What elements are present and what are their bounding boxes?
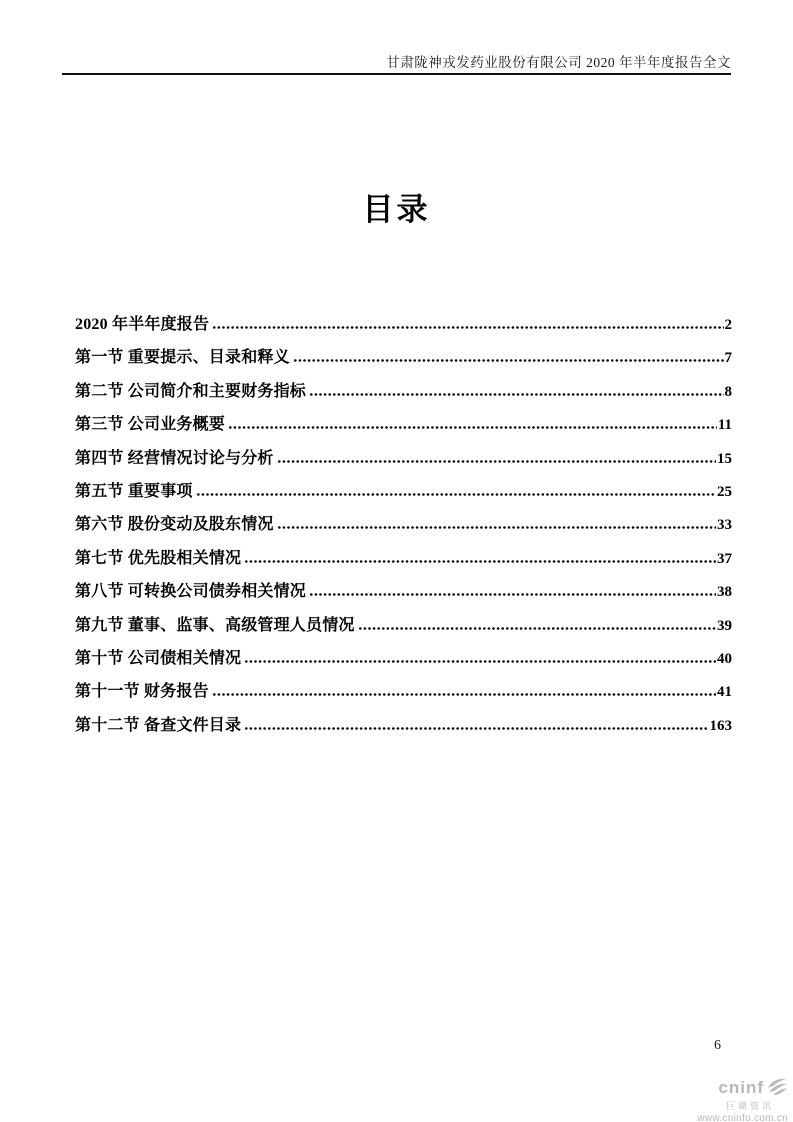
footer-page-number: 6 <box>714 1038 721 1053</box>
toc-leader-dots <box>293 359 724 362</box>
toc-leader-dots <box>212 693 716 696</box>
header-divider <box>62 73 731 75</box>
cninfo-brand-chinese: 巨潮资讯 <box>725 1100 774 1111</box>
toc-leader-dots <box>228 426 717 429</box>
toc-leader-dots <box>196 493 716 496</box>
toc-entry-label: 第八节 可转换公司债券相关情况 <box>75 583 307 601</box>
toc-entry[interactable] <box>75 545 732 578</box>
toc-entry-page: 15 <box>717 450 732 467</box>
toc-entry-page: 41 <box>717 684 732 701</box>
toc-entry[interactable] <box>75 712 732 745</box>
toc-entry-label: 第六节 股份变动及股东情况 <box>75 516 274 534</box>
cninfo-brand-text: cninf <box>718 1077 764 1097</box>
toc-entry-label: 第十一节 财务报告 <box>75 683 209 701</box>
toc-list <box>75 311 732 745</box>
toc-leader-dots <box>309 393 723 396</box>
toc-entry[interactable] <box>75 511 732 544</box>
toc-entry-label: 第一节 重要提示、目录和释义 <box>75 349 290 367</box>
toc-entry-label: 第三节 公司业务概要 <box>75 416 226 434</box>
toc-entry-page: 38 <box>717 584 732 601</box>
page-title: 目录 <box>362 192 431 227</box>
page-header-text: 甘肃陇神戎发药业股份有限公司 2020 年半年度报告全文 <box>386 55 731 70</box>
toc-leader-dots <box>358 627 716 630</box>
toc-entry[interactable] <box>75 445 732 478</box>
cninfo-watermark <box>668 1076 788 1122</box>
cninfo-url: www.cninfo.com.cn <box>697 1113 788 1122</box>
toc-entry-page: 33 <box>717 517 732 534</box>
toc-entry-page: 7 <box>724 350 732 367</box>
toc-entry-page: 39 <box>717 617 732 634</box>
toc-entry[interactable] <box>75 678 732 711</box>
toc-entry[interactable] <box>75 578 732 611</box>
toc-entry-page: 37 <box>717 550 732 567</box>
toc-entry[interactable] <box>75 344 732 377</box>
toc-entry-label: 第十节 公司债相关情况 <box>75 649 242 667</box>
toc-entry-page: 2 <box>724 317 732 333</box>
toc-entry-label: 2020 年半年度报告 <box>75 316 210 333</box>
toc-entry[interactable] <box>75 411 732 444</box>
toc-entry[interactable] <box>75 311 732 344</box>
toc-leader-dots <box>244 727 708 730</box>
toc-leader-dots <box>309 593 716 596</box>
toc-entry-page: 40 <box>717 650 732 667</box>
toc-leader-dots <box>277 460 716 463</box>
toc-leader-dots <box>212 326 723 329</box>
toc-entry-page: 25 <box>717 483 732 500</box>
toc-entry[interactable] <box>75 612 732 645</box>
cninfo-swirl-icon <box>766 1076 788 1101</box>
toc-leader-dots <box>244 560 716 563</box>
toc-leader-dots <box>277 526 716 529</box>
toc-leader-dots <box>244 660 716 663</box>
toc-entry-label: 第九节 董事、监事、高级管理人员情况 <box>75 616 355 634</box>
toc-entry-page: 163 <box>709 717 732 734</box>
toc-entry-label: 第五节 重要事项 <box>75 482 193 500</box>
toc-entry-label: 第四节 经营情况讨论与分析 <box>75 449 274 467</box>
toc-entry[interactable] <box>75 478 732 511</box>
toc-entry[interactable] <box>75 645 732 678</box>
toc-entry-label: 第十二节 备查文件目录 <box>75 716 242 734</box>
toc-entry[interactable] <box>75 378 732 411</box>
toc-entry-label: 第二节 公司简介和主要财务指标 <box>75 382 307 400</box>
toc-entry-label: 第七节 优先股相关情况 <box>75 549 242 567</box>
toc-entry-page: 8 <box>724 383 732 400</box>
toc-entry-page: 11 <box>717 417 732 434</box>
